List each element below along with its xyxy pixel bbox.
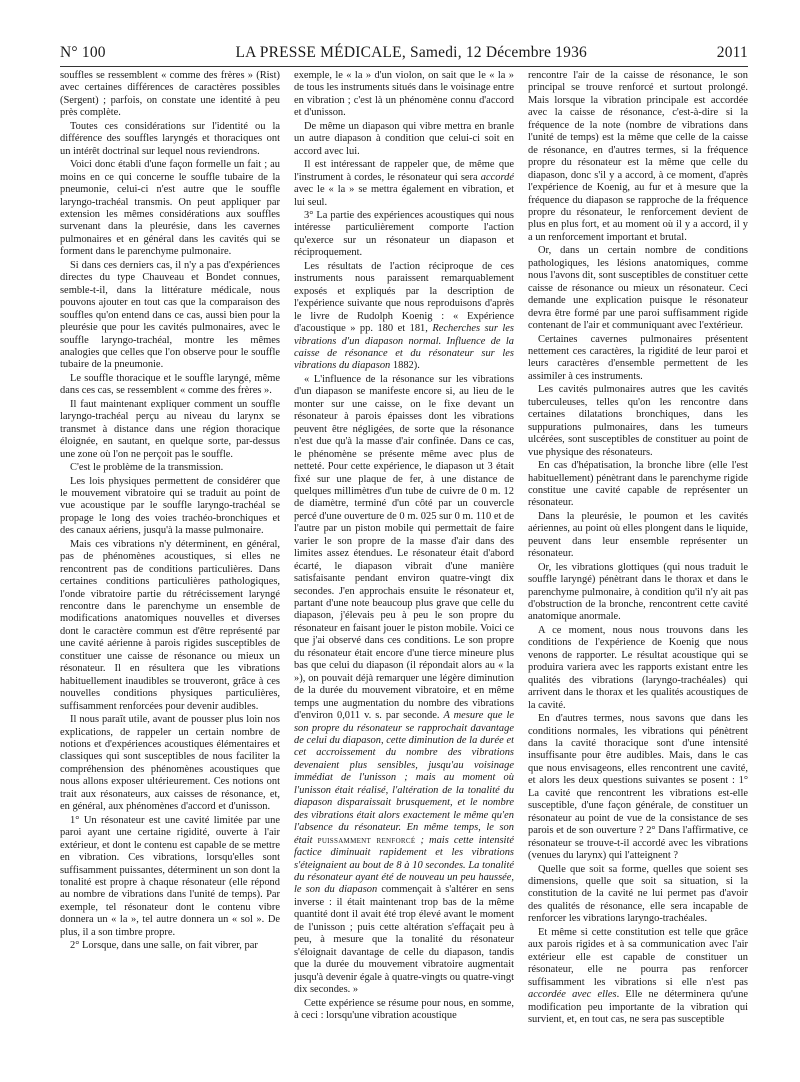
paragraph: Les lois physiques permettent de considérer que le mouvement vibratoire qui se traduit au point de vue acoustique par le souffle laryngo-trachéal se propage le long des voies trachéo-bronchiques et des canaux aériens, jusqu'à la masse pulmonaire. [60, 475, 280, 537]
paragraph: exemple, le « la » d'un violon, on sait que le « la » de tous les instruments situés dans le voisinage entre en vibration ; c'est là un phénomène connu d'accord et d'unisson. [294, 70, 514, 119]
paragraph: Dans la pleurésie, le poumon et les cavités aériennes, au point où elles plongent dans le liquide, peuvent dans leur ensemble représenter un résonateur. [528, 510, 748, 560]
column-2 [294, 70, 514, 1068]
emphasis: accordée avec elles [528, 989, 617, 1001]
text-run: « L'influence de la résonance sur les vibrations d'un diapason se manifeste encore si, au lieu de le monter sur une caisse, on le fixe devant un résonateur à parois épaisses dont les vibrations peuvent être négligées, de sorte que la résonance n'est due qu'à la masse d'air confinée. Dans ce cas, le phénomène se présente même avec plus de netteté. Pour cette expérience, le diapason ut 3 était fixé sur une plaque de fer, à une distance de quelques millimètres d'un tube de cuivre de 0 m. 12 de diamètre, terminé d'un côté par un couvercle percé d'une ouverture de 0 m. 025 sur 0 m. 110 et de l'autre par un piston mobile qui permettait de faire varier le son propre de la masse d'air dans des limites assez étendues. Le résonateur était d'abord écarté, le diapason vibrait d'une manière satisfaisante pendant environ quatre-vingt dix secondes. J'en approchais ensuite le résonateur et, partant d'une note beaucoup plus grave que celle du diapason, j'élevais peu à peu le son propre du résonateur en faisant jouer le piston mobile. Voici ce que j'ai observé dans ces conditions. Le son propre du résonateur était encore d'une tierce mineure plus bas que celui du diapason (il répondait alors au « la »), on pouvait déjà remarquer une légère diminution de la durée du mouvement vibratoire, et en même temps une augmentation du nombre des vibrations d'environ 0,011 v. s. par seconde. [294, 373, 514, 722]
page-number: 2011 [716, 44, 748, 61]
small-caps-emphasis: puissamment renforcé [317, 834, 416, 846]
paragraph: Mais ces vibrations n'y déterminent, en général, pas de phénomènes acoustiques, si elles ne rencontrent pas de conditions particulières. Dans certaines conditions particulières pathologiques, l'onde vibratoire partie du rétrécissement laryngé rencontre dans le parenchyme un ensemble de modifications anatomiques nouvelles et diverses dont le caractère commun est d'être représenté par une cavité aérienne à parois rigides susceptibles de constituer une caisse de résonance ou mieux un résonateur. Il en résultera que les vibrations habituellement inaudibles se trouveront, grâce à ces nouvelles conditions physiques particulières, suffisamment renforcées pour devenir audibles. [60, 538, 280, 712]
paragraph: 2° Lorsque, dans une salle, on fait vibrer, par [70, 940, 258, 952]
emphasis: ; mais cette intensité factice diminuait rapidement et les vibrations s'éteignaient au bout de 8 à 10 secondes. La tonalité du résonateur ayant été de nouveau un peu haussée, le son du diapason [294, 834, 514, 896]
paragraph: C'est le problème de la transmission. [70, 462, 224, 474]
paragraph: Il nous paraît utile, avant de pousser plus loin nos explications, de rappeler un certain nombre de notions et d'expériences acoustiques élémentaires et classiques qui sont susceptibles de nous faciliter la compréhension des phénomènes acoustiques que nous allons exposer ultérieurement. Ces notions ont trait aux résonateurs, aux caisses de résonance, et, en général, aux phénomènes d'accord et d'unisson. [60, 714, 280, 813]
paragraph: 1° Un résonateur est une cavité limitée par une paroi ayant une certaine rigidité, ouverte à l'air extérieur, et dont le contenu est capable de se mettre en vibration. Ces vibrations, lorsqu'elles sont suffisamment puissantes, déterminent un son dont la tonalité est propre à chaque résonateur (elle répond au nombre de vibrations dans l'unité de temps). Par exemple, tel résonateur dont le contenu vibre donnera un « la », tel autre donnera un « sol ». De plus, il a son timbre propre. [60, 814, 280, 938]
text-run: 1882). [390, 360, 420, 372]
paragraph [528, 927, 748, 1027]
paragraph: Les cavités pulmonaires autres que les cavités tuberculeuses, telles qu'on les rencontre dans certaines dilatations bronchiques, dans les suppurations pulmonaires, dans les tumeurs ulcérées, sont susceptibles de constituer au point de vue physique des résonateurs. [528, 384, 748, 458]
article-body [60, 70, 748, 1068]
paragraph: Le souffle thoracique et le souffle laryngé, même dans ces cas, se ressemblent « comme des frères ». [60, 372, 280, 397]
running-header [60, 44, 748, 62]
issue-number: N° 100 [60, 44, 106, 61]
paragraph: 3° La partie des expériences acoustiques qui nous intéresse particulièrement comporte l'action qu'exerce sur un résonateur un diapason et réciproquement. [294, 209, 514, 259]
journal-title: LA PRESSE MÉDICALE, Samedi, 12 Décembre 1936 [235, 44, 587, 61]
paragraph [294, 261, 514, 373]
paragraph: En cas d'hépatisation, la bronche libre (elle l'est habituellement) pénètrant dans le parenchyme rigide constitue une cavité capable de représenter un résonateur. [528, 460, 748, 509]
emphasis: accordé [480, 171, 514, 183]
column-1 [60, 70, 280, 1068]
text-run: . Elle ne déterminera qu'une modification peu importante de la vibration qui survient, et, en tout cas, ne sera pas susceptible [528, 989, 748, 1025]
book-citation: Recherches sur les vibrations d'un diapason normal. Influence de la caisse de résonance et du résonateur sur les vibrations du diapason [294, 323, 514, 372]
paragraph: Si dans ces derniers cas, il n'y a pas d'expériences directes du type Chauveau et Bondet connues, semble-t-il, dans la littérature médicale, nous pouvons ajouter en tout cas que la comparaison des souffles qu'on entend dans ce cas, aussi bien pour la pleurésie que pour les cavités pulmonaires, avec le souffle laryngo-trachéal, montre les mêmes analogies que celles que l'on observe pour le souffle tubaire de la pneumonie. [60, 259, 280, 371]
text-run: Il est intéressant de rappeler que, de même que l'instrument à cordes, le résonateur qui sera [294, 159, 514, 183]
paragraph: Cette expérience se résume pour nous, en somme, à ceci : lorsqu'une vibration acoustique [294, 997, 514, 1021]
paragraph: Or, les vibrations glottiques (qui nous traduit le souffle laryngé) pénètrant dans le thorax et dans le parenchyme pulmonaire, à condition qu'il n'y ait pas d'obstruction de la bronche, rencontrent cette cavité anatomique anormale. [528, 561, 748, 623]
paragraph: Toutes ces considérations sur l'identité ou la différence des souffles laryngés et thoraciques ont un intérêt doctrinal sur lequel nous reviendrons. [60, 120, 280, 157]
paragraph: Quelle que soit sa forme, quelles que soient ses dimensions, quelle que soit sa situation, si la constitution de la cavité ne lui permet pas d'avoir des qualités de résonance, elle sera incapable de renforcer les vibrations laryngo-trachéales. [528, 863, 748, 925]
paragraph: Il faut maintenant expliquer comment un souffle laryngo-trachéal perçu au niveau du larynx se transmet à distance dans une région thoracique éloignée, en sautant, en quelque sorte, par-dessus une zone où l'on ne perçoit pas le souffle. [60, 398, 280, 460]
paragraph [294, 159, 514, 209]
text-run: avec le « la » se mettra également en vibration, et lui seul. [294, 184, 514, 208]
paragraph: Or, dans un certain nombre de conditions pathologiques, les lésions anatomiques, comme nous l'avons dit, sont susceptibles de constituer cette caisse de résonance ou mieux un résonateur. Ceci demande une explication puisque le résonateur devra être formé par une paroi suffisamment rigide contenant de l'air et communiquant avec l'extérieur. [528, 245, 748, 332]
paragraph: En d'autres termes, nous savons que dans les conditions normales, les vibrations qui pénètrent dans la cavité thoracique sont d'une intensité insuffisante pour être audibles. Mais, dans le cas que nous envisageons, elles rencontrent une cavité, et alors les deux questions suivantes se posent : 1° La cavité que rencontrent les vibrations est-elle susceptible, d'une façon générale, de constituer un résonateur au point de vue de la consistance de ses parois et de son ouverture ? 2° Dans l'affirmative, ce résonateur se trouve-t-il accordé avec les vibrations (venues du larynx) qui l'atteignent ? [528, 713, 748, 862]
paragraph: Certaines cavernes pulmonaires présentent nettement ces caractères, la rigidité de leur paroi et leurs caractères d'ensemble permettent de les assimiler à ces instruments. [528, 333, 748, 382]
emphasis: A mesure que le son propre du résonateur se rapprochait davantage de celui du diapason, cette diminution de la durée et cet accroissement du nombre des vibrations devenaient plus sensibles, jusqu'au voisinage immédiat de l'unisson ; mais au moment où l'unisson était réalisé, l'altération de la tonalité du diapason disparaissait brusquement, et le nombre des vibrations était alors exactement le même qu'en l'absence du résonateur. En même temps, le son était [294, 710, 514, 846]
text-run: Les résultats de l'action réciproque de ces instruments nous paraissent remarquablement exposés et expliqués par la description de l'expérience suivante que nous reproduisons d'après le livre de Rudolph Koenig : « Expérience d'acoustique » pp. 180 et 181, [294, 260, 514, 335]
paragraph: souffles se ressemblent « comme des frères » (Rist) avec certaines différences de caractères possibles (Sergent) ; parfois, on constate une identité à peu près complète. [60, 70, 280, 119]
paragraph: rencontre l'air de la caisse de résonance, le son principal se trouve renforcé et surtout prolongé. Mais lorsque la vibration principale est accordée avec la caisse de résonance, c'est-à-dire si la fréquence de la note (nombre de vibrations dans l'unité de temps) est la même que celle de la caisse de résonance, en d'autres termes, si la fréquence propre du résonateur est la même que celle du diapason, donc s'il y a accord, à ce moment, d'après l'expérience de Koenig, au fur et à mesure que la fréquence du diapason se rapproche de la fréquence propre du résonateur, le renforcement devient de plus en plus fort, et au moment où il y a accord, il y a un renforcement important et brutal. [528, 70, 748, 243]
text-run: Et même si cette constitution est telle que grâce aux parois rigides et à sa communication avec l'air extérieur elle est capable de constituer un résonateur, elle ne pourra pas renforcer suffisamment les vibrations si elle n'est pas [528, 926, 748, 988]
paragraph: A ce moment, nous nous trouvons dans les conditions de l'expérience de Koenig que nous venons de rapporter. Le résultat acoustique qui se produira variera avec les rapports existant entre les qualités des vibrations (laryngo-trachéales) qui arrivent dans le thorax et les qualités acoustiques de la cavité. [528, 624, 748, 711]
paragraph: De même un diapason qui vibre mettra en branle un autre diapason à condition que celui-ci soit en accord avec lui. [294, 120, 514, 157]
paragraph: Voici donc établi d'une façon formelle un fait ; au moins en ce qui concerne le souffle tubaire de la pneumonie, celui-ci n'est autre que le souffle laryngo-trachéal transmis. On peut appliquer par extension les mêmes considérations aux souffles survenant dans la pleurésie, dans les cavernes pulmonaires et en général dans les cavités qui se forment dans le parenchyme pulmonaire. [60, 159, 280, 258]
quotation [294, 374, 514, 997]
header-rule [60, 66, 748, 67]
text-run: commençait à s'altérer en sens inverse : il était maintenant trop bas de la même quantité dont il avait été trop élevé avant le moment de l'unisson ; puis cette altération s'effaçait peu à peu, à mesure que la tonalité du résonateur s'éloignait davantage de celle du diapason, tandis que la durée du mouvement vibratoire augmentait jusqu'à devenir égale à quatre-vingts ou quatre-vingt dix secondes. » [294, 884, 514, 996]
column-3 [528, 70, 748, 1068]
